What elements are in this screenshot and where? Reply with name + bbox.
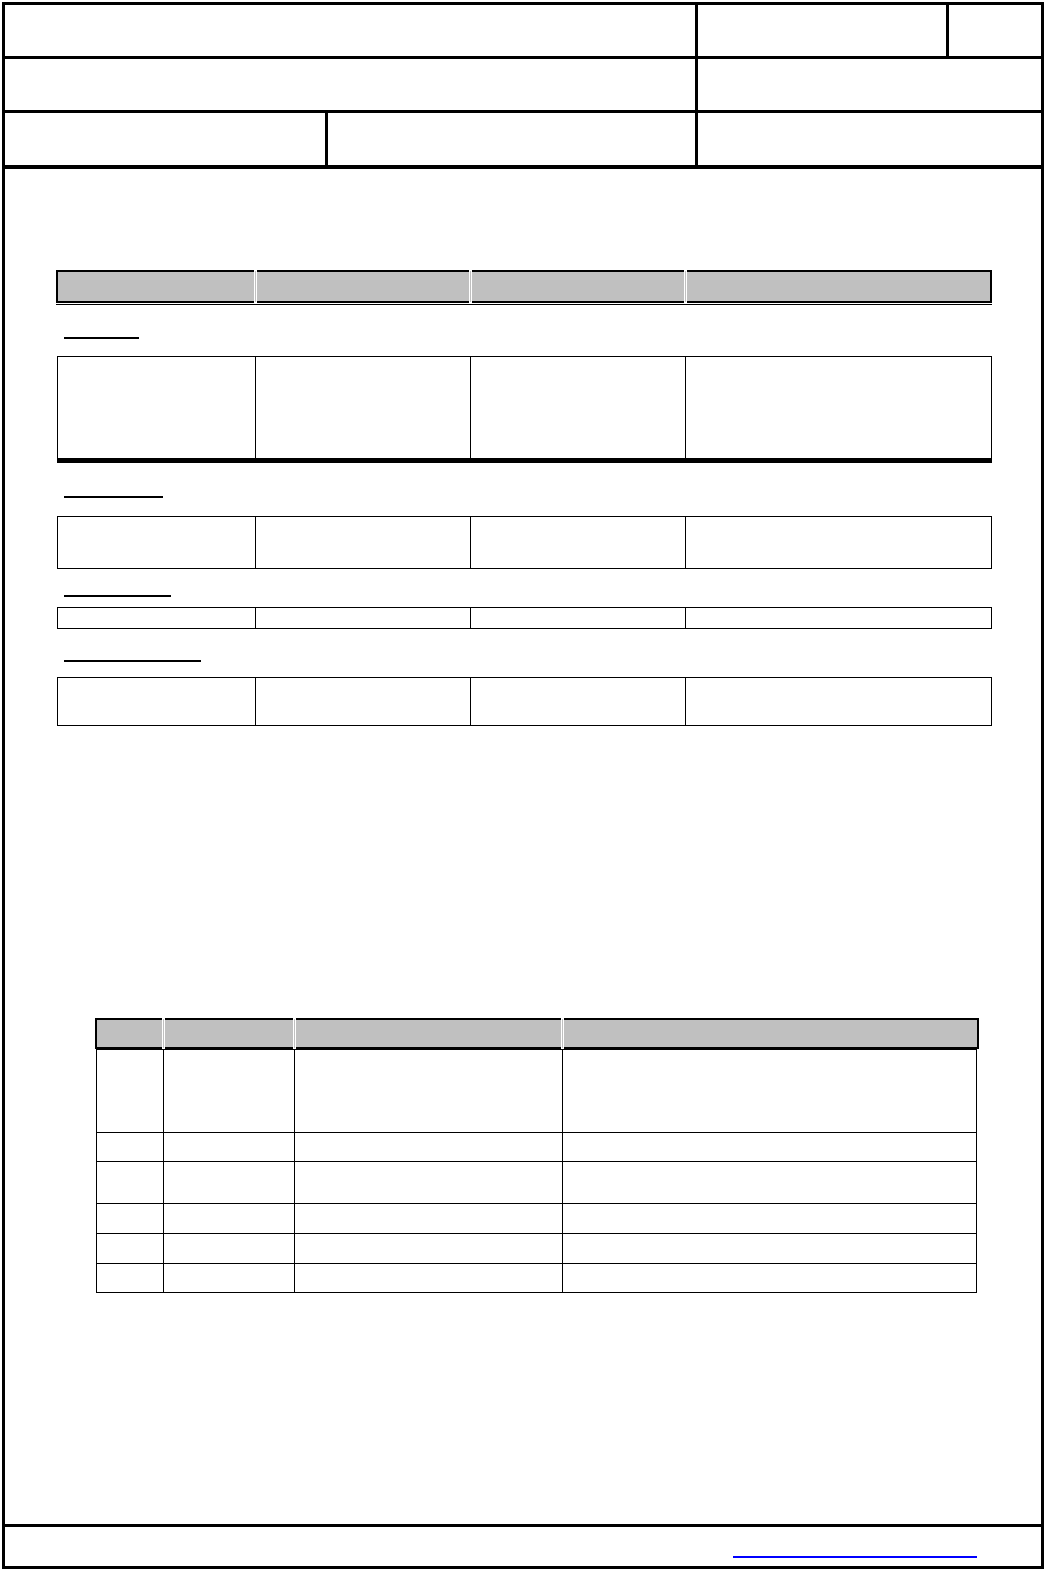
footer-rule (2, 1524, 1044, 1527)
table-cell (256, 608, 471, 629)
page-label (954, 12, 1038, 48)
table-cell (97, 1234, 164, 1264)
table-cell (563, 1204, 977, 1234)
table-cell (295, 1162, 563, 1204)
table-cell (295, 1050, 563, 1133)
column-header (470, 271, 685, 302)
header-rule-3 (2, 165, 1044, 169)
table-cell (97, 1162, 164, 1204)
header-divider-page (946, 2, 949, 58)
table-cell (563, 1234, 977, 1264)
table-row (58, 608, 992, 629)
table-cell (164, 1050, 295, 1133)
section-heading-underline (64, 496, 163, 498)
column-header (96, 1019, 163, 1048)
table-row (58, 462, 992, 463)
table-cell (471, 357, 686, 459)
table-cell (164, 1204, 295, 1234)
table-cell (164, 1133, 295, 1162)
table-cell (256, 357, 471, 459)
table-cell (471, 678, 686, 726)
footer-link[interactable] (733, 1538, 977, 1556)
table-cell (563, 1162, 977, 1204)
revision-table (96, 1049, 977, 1293)
table-cell (563, 1264, 977, 1293)
table-cell (97, 1264, 164, 1293)
table-cell (97, 1050, 164, 1133)
section-heading (64, 576, 264, 594)
revision-table-header (95, 1018, 979, 1049)
table-cell (97, 1204, 164, 1234)
table-cell (164, 1234, 295, 1264)
table-cell (471, 462, 686, 463)
table-cell (471, 608, 686, 629)
document-title (10, 12, 690, 48)
section-table (57, 677, 992, 726)
field-left (10, 120, 320, 158)
table-row (58, 517, 992, 569)
table-header-row (57, 271, 991, 302)
column-header (163, 1019, 294, 1048)
section-table (57, 516, 992, 569)
table-cell (295, 1234, 563, 1264)
form-number (703, 12, 941, 48)
table-row (58, 357, 992, 459)
table-cell (164, 1162, 295, 1204)
column-header (294, 1019, 562, 1048)
table-cell (58, 678, 256, 726)
header-rule-1 (2, 56, 1044, 59)
table-cell (58, 357, 256, 459)
table-cell (686, 678, 992, 726)
header-rule-2 (2, 110, 1044, 113)
table-cell (563, 1050, 977, 1133)
column-header (57, 271, 255, 302)
table-cell (58, 608, 256, 629)
field-right (703, 120, 1037, 158)
table-cell (97, 1133, 164, 1162)
table-row (97, 1050, 977, 1133)
table-cell (686, 462, 992, 463)
column-header (562, 1019, 978, 1048)
table-row (97, 1264, 977, 1293)
page-frame (2, 2, 1044, 1569)
table-cell (686, 517, 992, 569)
header-divider-main (695, 2, 698, 168)
table-cell (164, 1264, 295, 1293)
table-cell (295, 1133, 563, 1162)
table-cell (256, 462, 471, 463)
table-row (97, 1234, 977, 1264)
table-cell (295, 1264, 563, 1293)
table-cell (686, 608, 992, 629)
footer-text (12, 1535, 712, 1561)
table-cell (295, 1204, 563, 1234)
revision-field (703, 66, 1037, 102)
section-heading-underline (64, 595, 171, 597)
table-row (97, 1133, 977, 1162)
table-row (97, 1204, 977, 1234)
main-table-header (56, 270, 992, 303)
field-middle (333, 120, 690, 158)
table-cell (58, 462, 256, 463)
section-table (57, 607, 992, 629)
table-header-row (96, 1019, 978, 1048)
section-heading (64, 641, 264, 659)
section-table (57, 356, 992, 463)
table-cell (256, 517, 471, 569)
section-heading-underline (64, 337, 139, 339)
column-header (255, 271, 470, 302)
table-cell (563, 1133, 977, 1162)
table-cell (686, 357, 992, 459)
table-row (58, 678, 992, 726)
table-cell (58, 517, 256, 569)
table-cell (471, 517, 686, 569)
header-divider-left (325, 110, 328, 168)
column-header (685, 271, 991, 302)
section-heading (64, 477, 264, 495)
section-heading-underline (64, 660, 201, 662)
footer-link-underline (733, 1556, 977, 1558)
document-subtitle (10, 66, 690, 102)
header-underline (56, 304, 992, 305)
section-heading (64, 318, 264, 336)
table-row (97, 1162, 977, 1204)
table-cell (256, 678, 471, 726)
